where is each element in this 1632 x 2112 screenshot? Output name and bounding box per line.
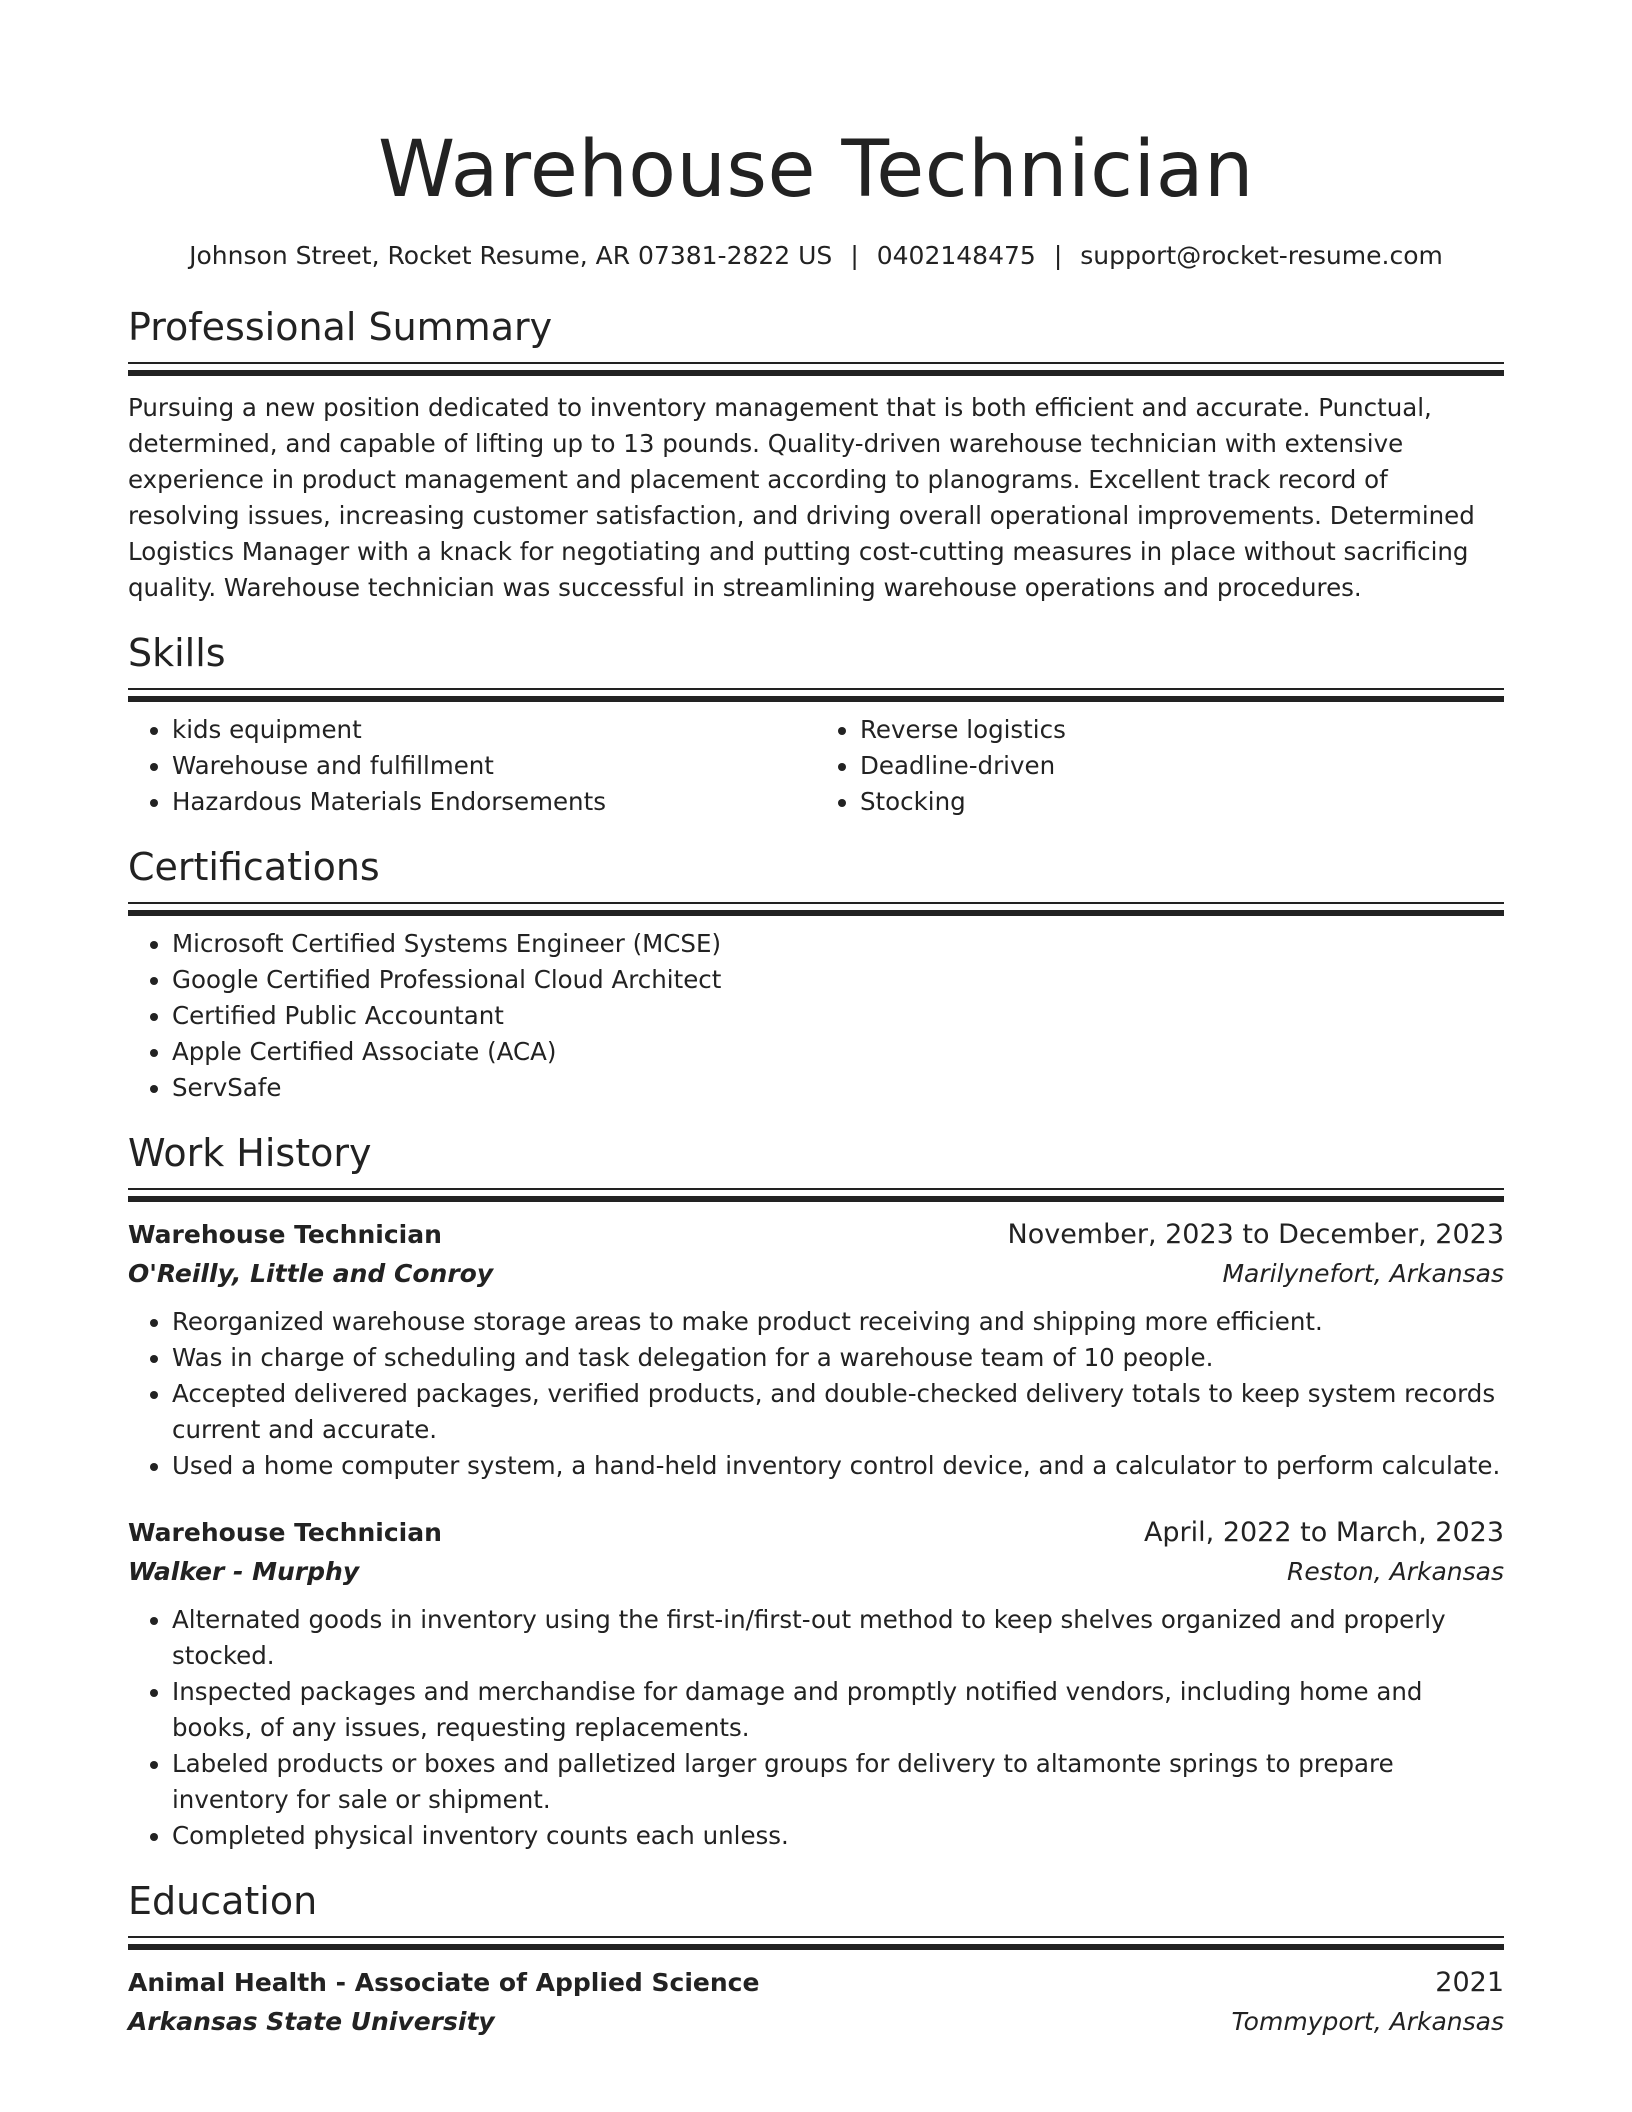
- job-title: Warehouse Technician: [128, 1518, 442, 1547]
- certifications-heading: Certifications: [128, 845, 380, 889]
- section-divider: [128, 1188, 1504, 1202]
- summary-heading: Professional Summary: [128, 305, 553, 349]
- education-location: Tommyport, Arkansas: [1231, 2007, 1504, 2036]
- contact-address: Johnson Street, Rocket Resume, AR 07381-2822 US: [189, 241, 833, 270]
- skill-item: • Stocking: [860, 784, 1504, 820]
- job-location: Reston, Arkansas: [1286, 1557, 1504, 1586]
- skills-heading: Skills: [128, 631, 226, 675]
- certification-item: • Certified Public Accountant: [172, 998, 1504, 1034]
- skill-item: • Warehouse and fulfillment: [172, 748, 816, 784]
- job-bullet: • Used a home computer system, a hand-held inventory control device, and a calculator to perform calculate.: [172, 1448, 1504, 1484]
- contact-email: support@rocket-resume.com: [1080, 241, 1443, 270]
- contact-phone: 0402148475: [876, 241, 1036, 270]
- contact-line: [128, 240, 1504, 272]
- section-divider: [128, 902, 1504, 916]
- skills-section: [128, 628, 1504, 820]
- summary-section: [128, 302, 1504, 606]
- education-year: 2021: [1435, 1967, 1504, 1998]
- skills-list-left: [128, 712, 816, 820]
- job-entry: [128, 1514, 1504, 1854]
- certification-item: • Microsoft Certified Systems Engineer (MCSE): [172, 926, 1504, 962]
- job-company: O'Reilly, Little and Conroy: [128, 1259, 494, 1288]
- job-bullet: • Labeled products or boxes and palletized larger groups for delivery to altamonte springs to prepare inventory for sale or shipment.: [172, 1746, 1504, 1818]
- job-bullet: • Reorganized warehouse storage areas to make product receiving and shipping more efficient.: [172, 1304, 1504, 1340]
- job-title: Warehouse Technician: [128, 1220, 442, 1249]
- certification-item: • ServSafe: [172, 1070, 1504, 1106]
- job-bullet: • Alternated goods in inventory using the first-in/first-out method to keep shelves organized and properly stocked.: [172, 1602, 1504, 1674]
- job-bullets: [128, 1304, 1504, 1484]
- job-location: Marilynefort, Arkansas: [1222, 1259, 1504, 1288]
- skill-item: • Reverse logistics: [860, 712, 1504, 748]
- job-bullet: • Completed physical inventory counts each unless.: [172, 1818, 1504, 1854]
- job-company: Walker - Murphy: [128, 1557, 360, 1586]
- certifications-section: [128, 842, 1504, 1106]
- education-entry: [128, 1964, 1504, 2042]
- job-dates: April, 2022 to March, 2023: [1143, 1517, 1504, 1548]
- job-bullet: • Accepted delivered packages, verified products, and double-checked delivery totals to keep system records current and accurate.: [172, 1376, 1504, 1448]
- section-divider: [128, 362, 1504, 376]
- certification-item: • Google Certified Professional Cloud Architect: [172, 962, 1504, 998]
- section-divider: [128, 688, 1504, 702]
- certifications-list: [128, 926, 1504, 1106]
- section-divider: [128, 1936, 1504, 1950]
- education-school: Arkansas State University: [128, 2007, 495, 2036]
- skills-list-right: [816, 712, 1504, 820]
- job-dates: November, 2023 to December, 2023: [1007, 1219, 1504, 1250]
- skill-item: • Hazardous Materials Endorsements: [172, 784, 816, 820]
- contact-separator: |: [850, 241, 859, 270]
- summary-text: Pursuing a new position dedicated to inventory management that is both efficient and accurate. Punctual, determined, and capable of lifting up to 13 pounds. Quality-driven warehouse technician with extensive experience in product management and placement according to planograms. Excellent track record of resolving issues, increasing customer satisfaction, and driving overall operational improvements. Determined Logistics Manager with a knack for negotiating and putting cost-cutting measures in place without sacrificing quality. Warehouse technician was successful in streamlining warehouse operations and procedures.: [128, 393, 1475, 602]
- education-section: [128, 1876, 1504, 2042]
- job-bullet: • Was in charge of scheduling and task delegation for a warehouse team of 10 people.: [172, 1340, 1504, 1376]
- education-degree: Animal Health - Associate of Applied Science: [128, 1968, 760, 1997]
- skill-item: • kids equipment: [172, 712, 816, 748]
- resume-title: Warehouse Technician: [378, 125, 1254, 215]
- job-bullet: • Inspected packages and merchandise for damage and promptly notified vendors, including home and books, of any issues, requesting replacements.: [172, 1674, 1504, 1746]
- job-entry: [128, 1216, 1504, 1484]
- job-bullets: [128, 1602, 1504, 1854]
- skills-columns: [128, 702, 1504, 820]
- contact-separator: |: [1053, 241, 1063, 270]
- certification-item: • Apple Certified Associate (ACA): [172, 1034, 1504, 1070]
- work-history-heading: Work History: [128, 1131, 372, 1175]
- work-history-section: [128, 1128, 1504, 1854]
- education-heading: Education: [128, 1879, 318, 1923]
- skill-item: • Deadline-driven: [860, 748, 1504, 784]
